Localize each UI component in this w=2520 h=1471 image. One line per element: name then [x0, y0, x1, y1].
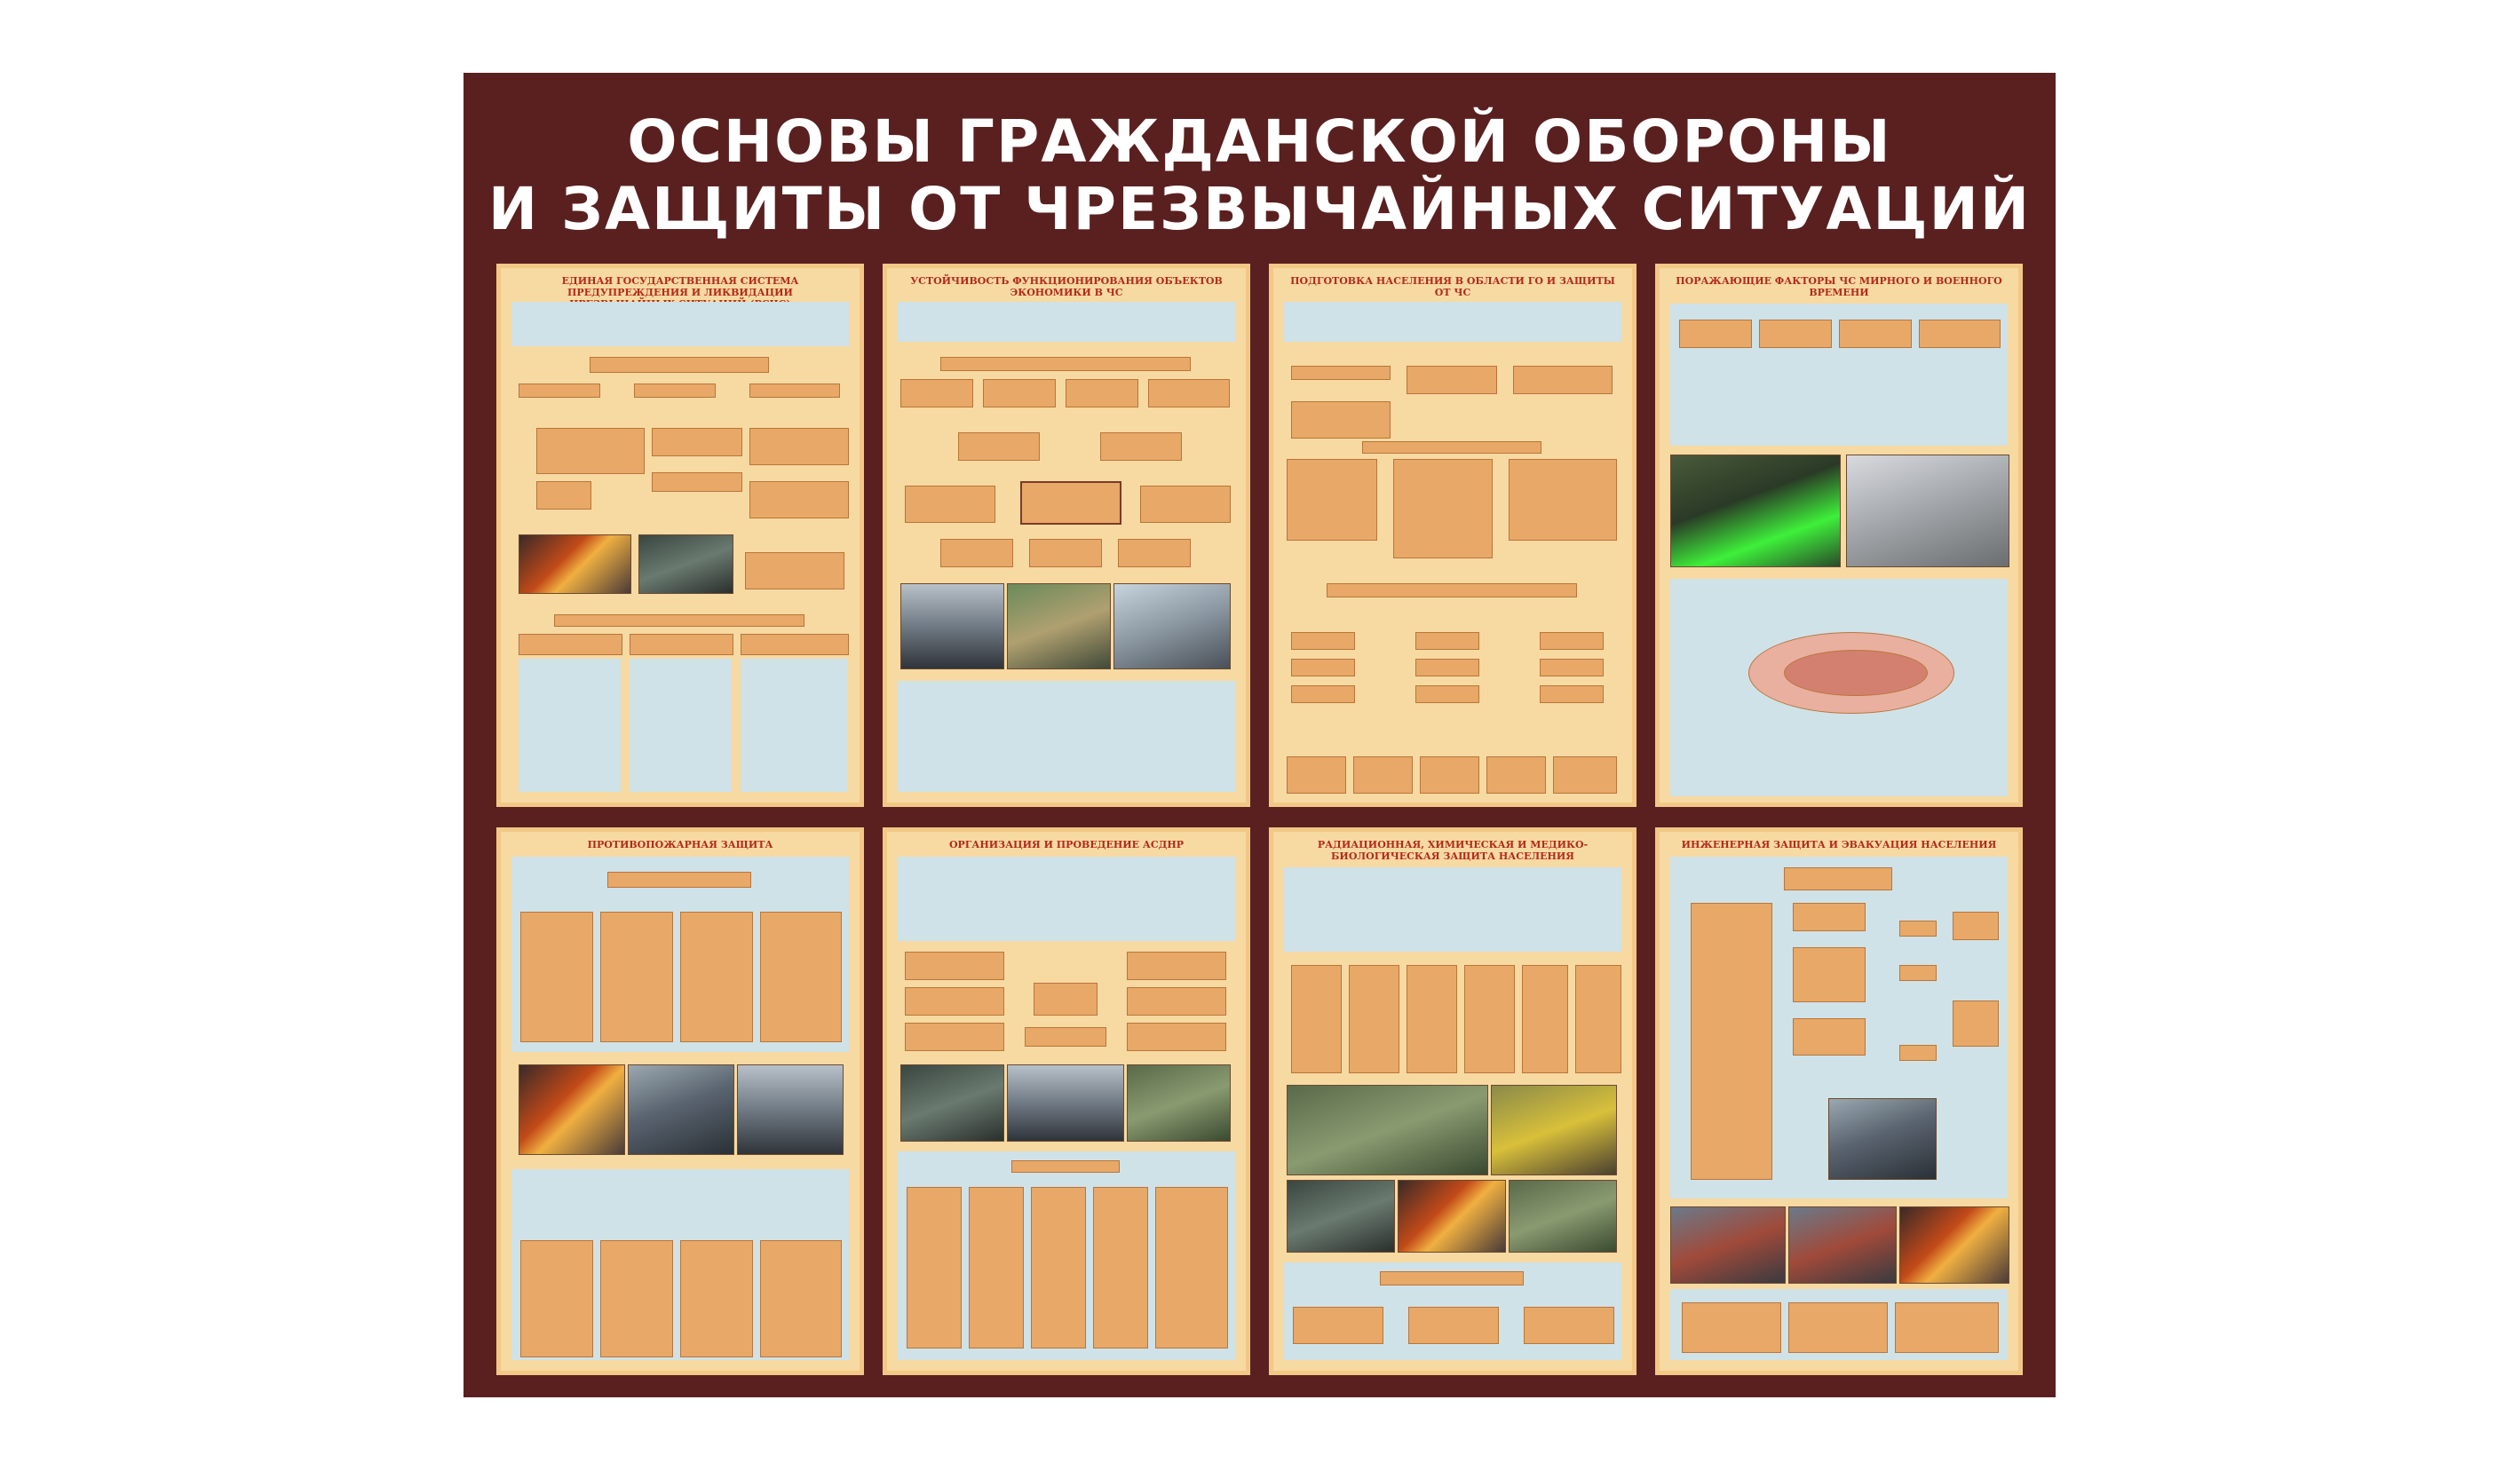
section-header: [1327, 583, 1577, 597]
diagram-node: [536, 481, 591, 510]
diagram-node: [905, 952, 1004, 980]
panel-factors: [1655, 264, 2023, 807]
section-header: [940, 357, 1191, 371]
diagram-node: [1408, 1307, 1499, 1344]
panel-fire-protection: [496, 827, 864, 1375]
diagram-node: [1100, 432, 1182, 461]
diagram-node: [1291, 401, 1391, 439]
diagram-node: [1287, 756, 1346, 794]
panel-stability: [883, 264, 1250, 807]
diagram-node: [630, 634, 733, 655]
diagram-node: [1540, 659, 1604, 676]
title-line-1: ОСНОВЫ ГРАЖДАНСКОЙ ОБОРОНЫ: [627, 107, 1892, 176]
section-header: [1362, 441, 1541, 454]
diagram-node: [1540, 685, 1604, 703]
panel-training: [1269, 264, 1636, 807]
diagram-column: [760, 912, 842, 1042]
intro-text-block: [1284, 302, 1621, 342]
diagram-column: [1031, 1187, 1086, 1348]
diagram-node: [536, 428, 645, 474]
diagram-node: [1293, 1307, 1383, 1344]
panel-rchbz: [1269, 827, 1636, 1375]
diagram-node: [1407, 366, 1497, 394]
diagram-column: [969, 1187, 1024, 1348]
photo-contamination: [1670, 455, 1841, 567]
photo-people: [1788, 1206, 1897, 1284]
panel-title: ИНЖЕНЕРНАЯ ЗАЩИТА И ЭВАКУАЦИЯ НАСЕЛЕНИЯ: [1681, 839, 1997, 850]
diagram-node: [1127, 987, 1226, 1016]
diagram-node: [1793, 947, 1866, 1002]
photo-transport: [1899, 1206, 2009, 1284]
diagram-column: [907, 1187, 962, 1348]
diagram-node: [940, 539, 1013, 567]
diagram-node: [1953, 912, 1999, 940]
section-header: [554, 614, 804, 627]
diagram-column: [1407, 965, 1457, 1073]
diagram-node: [1415, 632, 1479, 650]
table-header-cell: [1919, 320, 2001, 348]
text-block: [519, 659, 621, 792]
diagram-node: [519, 384, 600, 398]
diagram-node: [745, 552, 844, 589]
diagram-node: [1291, 659, 1355, 676]
photo-crowd: [1670, 1206, 1786, 1284]
diagram-column: [1575, 965, 1621, 1073]
panel-title: ОРГАНИЗАЦИЯ И ПРОВЕДЕНИЕ АСДНР: [948, 839, 1185, 850]
diagram-node: [1353, 756, 1413, 794]
stand-board: [464, 73, 2056, 1397]
diagram-column: [1349, 965, 1399, 1073]
table-header-cell: [1679, 320, 1752, 348]
diagram-column: [680, 912, 753, 1042]
intro-text-block: [898, 302, 1235, 342]
photo-evacuation: [1828, 1098, 1937, 1180]
map-zone-inner: [1784, 650, 1928, 696]
diagram-column: [520, 912, 593, 1042]
diagram-node: [749, 481, 849, 518]
diagram-node: [1029, 539, 1102, 567]
diagram-node: [1553, 756, 1617, 794]
text-block: [898, 681, 1235, 792]
diagram-node: [652, 428, 742, 456]
diagram-node: [1899, 965, 1937, 981]
photo-train: [1007, 583, 1111, 669]
photo-training: [1509, 1180, 1617, 1253]
panel-title: ПОРАЖАЮЩИЕ ФАКТОРЫ ЧС МИРНОГО И ВОЕННОГО ВРЕМЕНИ: [1676, 275, 2002, 298]
diagram-node: [1420, 756, 1479, 794]
diagram-node: [1393, 459, 1493, 558]
diagram-node: [1540, 632, 1604, 650]
diagram-node: [1291, 366, 1391, 380]
diagram-node: [1793, 903, 1866, 931]
diagram-node: [1486, 756, 1546, 794]
title-line-2: И ЗАЩИТЫ ОТ ЧРЕЗВЫЧАЙНЫХ СИТУАЦИЙ: [487, 175, 2032, 243]
diagram-node: [590, 357, 769, 373]
diagram-node: [1025, 1027, 1106, 1047]
intro-text-block: [511, 302, 849, 346]
photo-helicopter: [1113, 583, 1231, 669]
diagram-column: [1291, 965, 1342, 1073]
photo-rescuers: [519, 534, 631, 594]
diagram-node: [1415, 659, 1479, 676]
diagram-node: [905, 987, 1004, 1016]
diagram-column: [600, 912, 673, 1042]
photo-vehicle: [1398, 1180, 1506, 1253]
panel-asdnr: [883, 827, 1250, 1375]
panel-engineering-evacuation: [1655, 827, 2023, 1375]
photo-equipment: [638, 534, 733, 594]
diagram-node: [1291, 685, 1355, 703]
photo-decontamination: [1287, 1180, 1395, 1253]
intro-text-block: [1284, 867, 1621, 952]
diagram-node: [1140, 486, 1231, 523]
section-header: [1011, 1160, 1120, 1173]
panel-rschs: [496, 264, 864, 807]
diagram-node: [1509, 459, 1617, 541]
intro-text-block: [898, 857, 1235, 941]
photo-machinery: [1007, 1064, 1124, 1142]
stand-title: [464, 108, 2056, 243]
diagram-column: [1691, 903, 1772, 1180]
diagram-node: [1291, 632, 1355, 650]
table-header-cell: [1759, 320, 1832, 348]
diagram-node: [958, 432, 1040, 461]
diagram-node: [905, 1023, 1004, 1051]
diagram-node: [1287, 459, 1377, 541]
diagram-column: [1522, 965, 1568, 1073]
diagram-column: [1464, 965, 1515, 1073]
diagram-column: [1093, 1187, 1148, 1348]
panel-title: ЕДИНАЯ ГОСУДАРСТВЕННАЯ СИСТЕМА ПРЕДУПРЕЖДЕНИЯ И ЛИКВИДАЦИИ: [561, 275, 799, 298]
diagram-node-central: [1034, 983, 1098, 1016]
diagram-node: [741, 634, 849, 655]
diagram-node: [634, 384, 716, 398]
diagram-column: [760, 1240, 842, 1357]
photo-fire: [519, 1064, 625, 1155]
photo-fog: [1846, 455, 2009, 567]
diagram-node: [1118, 539, 1191, 567]
panel-title: РАДИАЦИОННАЯ, ХИМИЧЕСКАЯ И МЕДИКО-БИОЛОГИЧЕСКАЯ ЗАЩИТА НАСЕЛЕНИЯ: [1317, 839, 1589, 862]
diagram-node: [1127, 952, 1226, 980]
photo-pipeline: [900, 583, 1004, 669]
photo-rescue-vehicle: [900, 1064, 1004, 1142]
photo-firefighting: [628, 1064, 734, 1155]
diagram-column: [520, 1240, 593, 1357]
text-block: [630, 659, 732, 792]
diagram-node: [652, 472, 742, 492]
diagram-node: [1899, 921, 1937, 937]
table-cell: [1682, 1302, 1781, 1353]
table-cell: [1895, 1302, 1999, 1353]
panel-title: ПОДГОТОВКА НАСЕЛЕНИЯ В ОБЛАСТИ ГО И ЗАЩИТЫ ОТ ЧС: [1290, 275, 1615, 298]
diagram-node: [1524, 1307, 1614, 1344]
diagram-column: [1155, 1187, 1228, 1348]
table-header-cell: [1839, 320, 1912, 348]
diagram-node: [749, 384, 840, 398]
diagram-root: [607, 872, 751, 888]
diagram-column: [680, 1240, 753, 1357]
diagram-node: [905, 486, 995, 523]
photo-armored-vehicle: [1127, 1064, 1231, 1142]
panel-title: ПРОТИВОПОЖАРНАЯ ЗАЩИТА: [587, 839, 773, 850]
table-cell: [1788, 1302, 1888, 1353]
diagram-node: [1513, 366, 1613, 394]
photo-smoke: [737, 1064, 844, 1155]
text-block: [741, 659, 847, 792]
diagram-node: [900, 379, 973, 407]
section-header: [1380, 1271, 1524, 1285]
photo-armored-vehicles: [1287, 1085, 1488, 1175]
diagram-node: [1953, 1000, 1999, 1047]
diagram-node: [1148, 379, 1230, 407]
photo-chemical-suits: [1491, 1085, 1617, 1175]
diagram-column: [600, 1240, 673, 1357]
diagram-root: [1784, 867, 1892, 890]
diagram-node: [1127, 1023, 1226, 1051]
diagram-node: [1066, 379, 1138, 407]
diagram-node: [519, 634, 622, 655]
diagram-node: [983, 379, 1056, 407]
diagram-node: [749, 428, 849, 465]
diagram-node: [1415, 685, 1479, 703]
diagram-node-central: [1020, 481, 1121, 525]
diagram-node: [1793, 1018, 1866, 1056]
panel-title: УСТОЙЧИВОСТЬ ФУНКЦИОНИРОВАНИЯ ОБЪЕКТОВ ЭКОНОМИКИ В ЧС: [910, 275, 1223, 298]
diagram-node: [1899, 1045, 1937, 1061]
